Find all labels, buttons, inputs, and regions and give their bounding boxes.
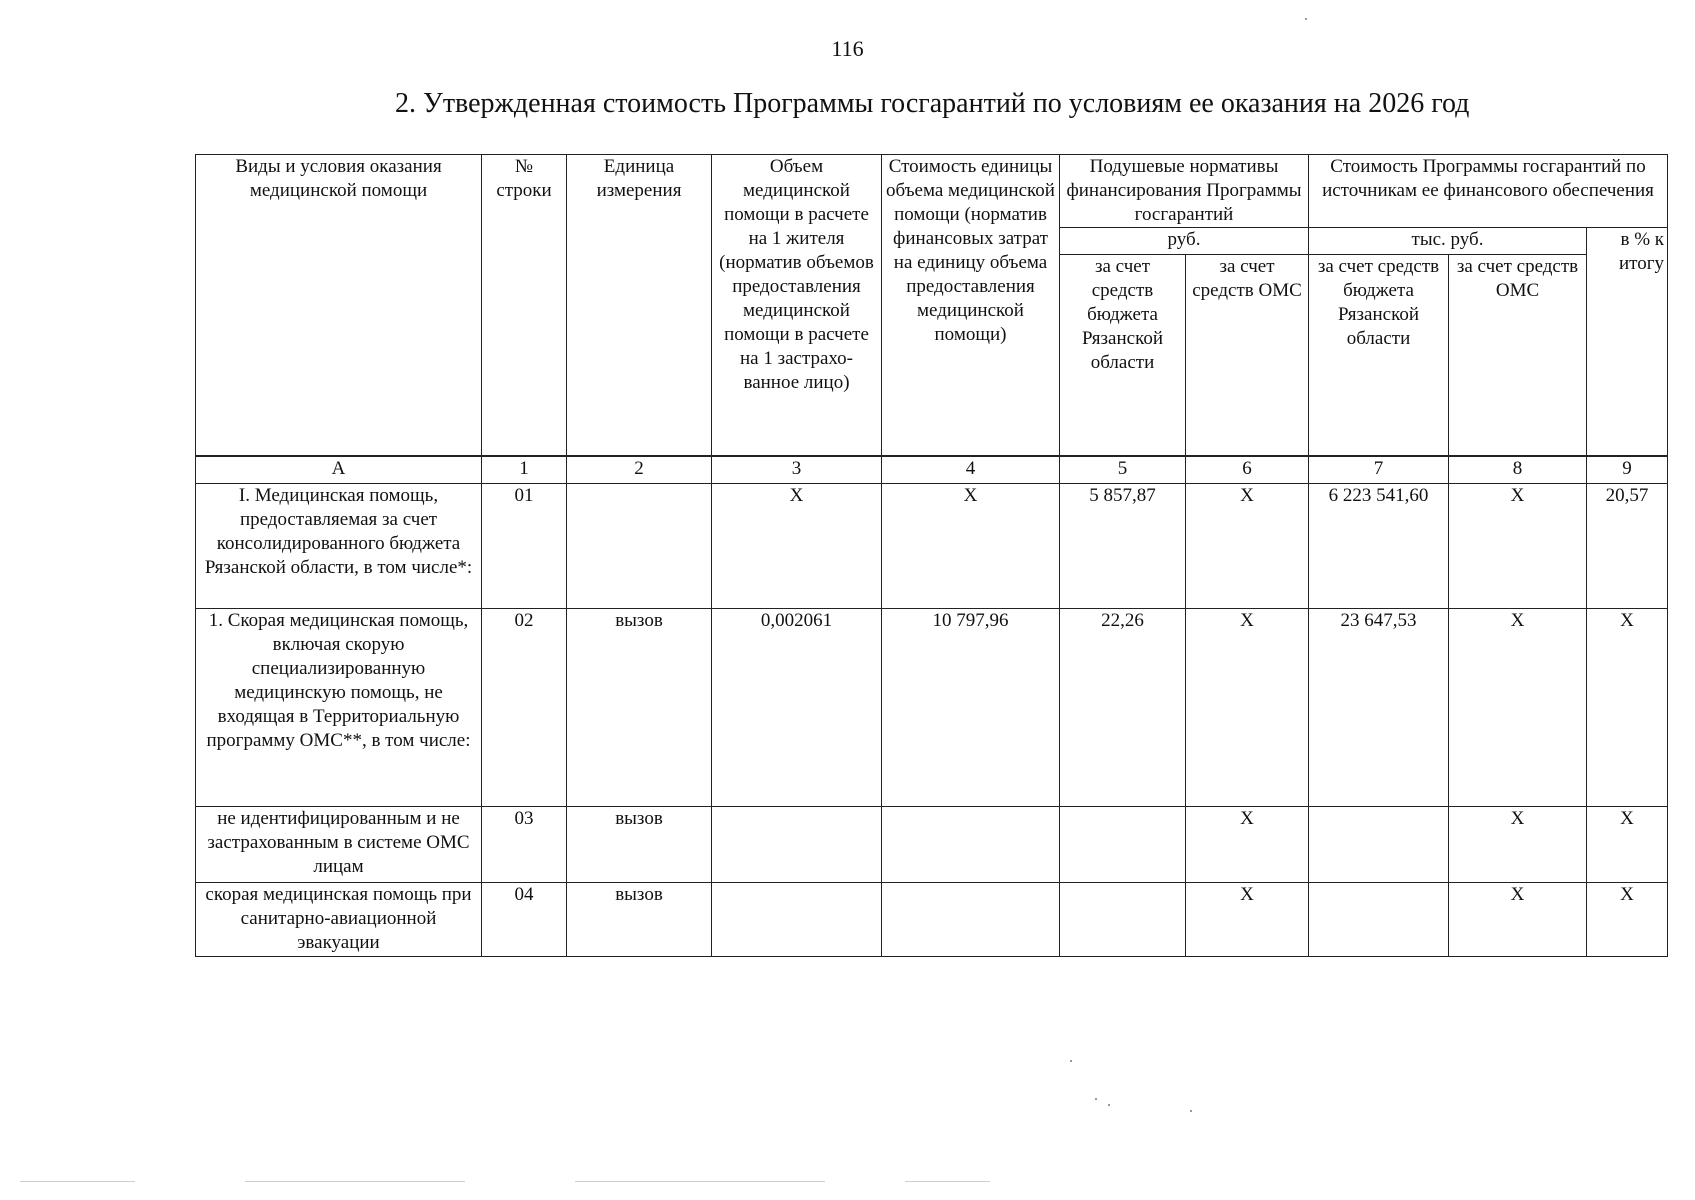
index-cell: 7 xyxy=(1309,456,1449,484)
row-per-capita-oms: Х xyxy=(1186,484,1309,609)
row-name: скорая медицинская помощь при санитарно-авиационной эвакуации xyxy=(196,883,482,957)
row-name: не идентифицированным и не застрахованным в системе ОМС лицам xyxy=(196,807,482,883)
row-number: 02 xyxy=(482,609,567,807)
scan-line xyxy=(905,1181,990,1182)
page-number: 116 xyxy=(831,36,864,61)
header-types: Виды и условия оказания медицинской помощи xyxy=(196,155,482,457)
row-unit-cost: 10 797,96 xyxy=(882,609,1060,807)
row-cost-oms: Х xyxy=(1449,484,1587,609)
header-percent-total: в % к итогу xyxy=(1587,228,1668,457)
row-per-capita-budget xyxy=(1060,807,1186,883)
row-percent: Х xyxy=(1587,807,1668,883)
row-volume: 0,002061 xyxy=(712,609,882,807)
row-unit-cost xyxy=(882,883,1060,957)
scan-line xyxy=(575,1181,825,1182)
row-percent: 20,57 xyxy=(1587,484,1668,609)
row-cost-oms: Х xyxy=(1449,883,1587,957)
header-unit-thousand-rub: тыс. руб. xyxy=(1309,228,1587,255)
index-cell: 5 xyxy=(1060,456,1186,484)
row-per-capita-budget: 22,26 xyxy=(1060,609,1186,807)
row-number: 03 xyxy=(482,807,567,883)
index-cell: 6 xyxy=(1186,456,1309,484)
header-row-number: № строки xyxy=(482,155,567,457)
index-cell: 1 xyxy=(482,456,567,484)
row-per-capita-oms: Х xyxy=(1186,883,1309,957)
row-volume xyxy=(712,883,882,957)
table-row xyxy=(196,484,1668,609)
row-unit-cost: Х xyxy=(882,484,1060,609)
header-unit: Единица измерения xyxy=(567,155,712,457)
header-per-capita: Подушевые нормативы финансирования Программы госгарантий xyxy=(1060,155,1309,228)
row-cost-budget: 6 223 541,60 xyxy=(1309,484,1449,609)
header-per-capita-budget: за счет средств бюджета Рязанской области xyxy=(1060,254,1186,456)
row-number: 01 xyxy=(482,484,567,609)
row-cost-budget xyxy=(1309,883,1449,957)
header-volume: Объем медицинской помощи в расчете на 1 жителя (норматив объемов предоставления медицинской помощи в расчете на 1 застрахо-ванное лицо) xyxy=(712,155,882,457)
row-per-capita-oms: Х xyxy=(1186,609,1309,807)
scan-speck xyxy=(1070,1060,1072,1062)
row-cost-oms: Х xyxy=(1449,609,1587,807)
header-unit-rub: руб. xyxy=(1060,228,1309,255)
scan-line xyxy=(20,1181,135,1182)
row-per-capita-budget: 5 857,87 xyxy=(1060,484,1186,609)
header-row-1 xyxy=(196,155,1668,228)
row-cost-budget xyxy=(1309,807,1449,883)
header-program-cost: Стоимость Программы госгарантий по источникам ее финансового обеспечения xyxy=(1309,155,1668,228)
index-cell: 4 xyxy=(882,456,1060,484)
row-per-capita-budget xyxy=(1060,883,1186,957)
row-percent: Х xyxy=(1587,883,1668,957)
row-unit: вызов xyxy=(567,807,712,883)
scan-line xyxy=(245,1181,465,1182)
scan-speck xyxy=(1305,18,1307,20)
row-percent: Х xyxy=(1587,609,1668,807)
row-unit: вызов xyxy=(567,883,712,957)
header-cost-budget: за счет средств бюджета Рязанской области xyxy=(1309,254,1449,456)
row-cost-oms: Х xyxy=(1449,807,1587,883)
row-per-capita-oms: Х xyxy=(1186,807,1309,883)
index-cell: 2 xyxy=(567,456,712,484)
table-row xyxy=(196,883,1668,957)
header-per-capita-oms: за счет средств ОМС xyxy=(1186,254,1309,456)
cost-table xyxy=(195,154,1668,957)
row-unit xyxy=(567,484,712,609)
row-number: 04 xyxy=(482,883,567,957)
row-name: I. Медицинская помощь, предоставляемая за счет консолидированного бюджета Рязанской области, в том числе*: xyxy=(196,484,482,609)
row-cost-budget: 23 647,53 xyxy=(1309,609,1449,807)
document-title: 2. Утвержденная стоимость Программы госгарантий по условиям ее оказания на 2026 год xyxy=(395,88,1470,119)
table-row xyxy=(196,807,1668,883)
index-cell: 8 xyxy=(1449,456,1587,484)
index-cell: А xyxy=(196,456,482,484)
table-row xyxy=(196,609,1668,807)
row-unit-cost xyxy=(882,807,1060,883)
row-volume: Х xyxy=(712,484,882,609)
column-index-row xyxy=(196,456,1668,484)
header-cost-oms: за счет средств ОМС xyxy=(1449,254,1587,456)
scan-speck xyxy=(1108,1104,1110,1106)
index-cell: 9 xyxy=(1587,456,1668,484)
index-cell: 3 xyxy=(712,456,882,484)
scan-speck xyxy=(1190,1110,1192,1112)
row-volume xyxy=(712,807,882,883)
row-name: 1. Скорая медицинская помощь, включая скорую специализированную медицинскую помощь, не входящая в Территориальную программу ОМС**, в том числе: xyxy=(196,609,482,807)
scan-speck xyxy=(1095,1098,1097,1100)
row-unit: вызов xyxy=(567,609,712,807)
header-unit-cost: Стоимость единицы объема медицинской помощи (норматив финансовых затрат на единицу объема предоставления медицинской помощи) xyxy=(882,155,1060,457)
